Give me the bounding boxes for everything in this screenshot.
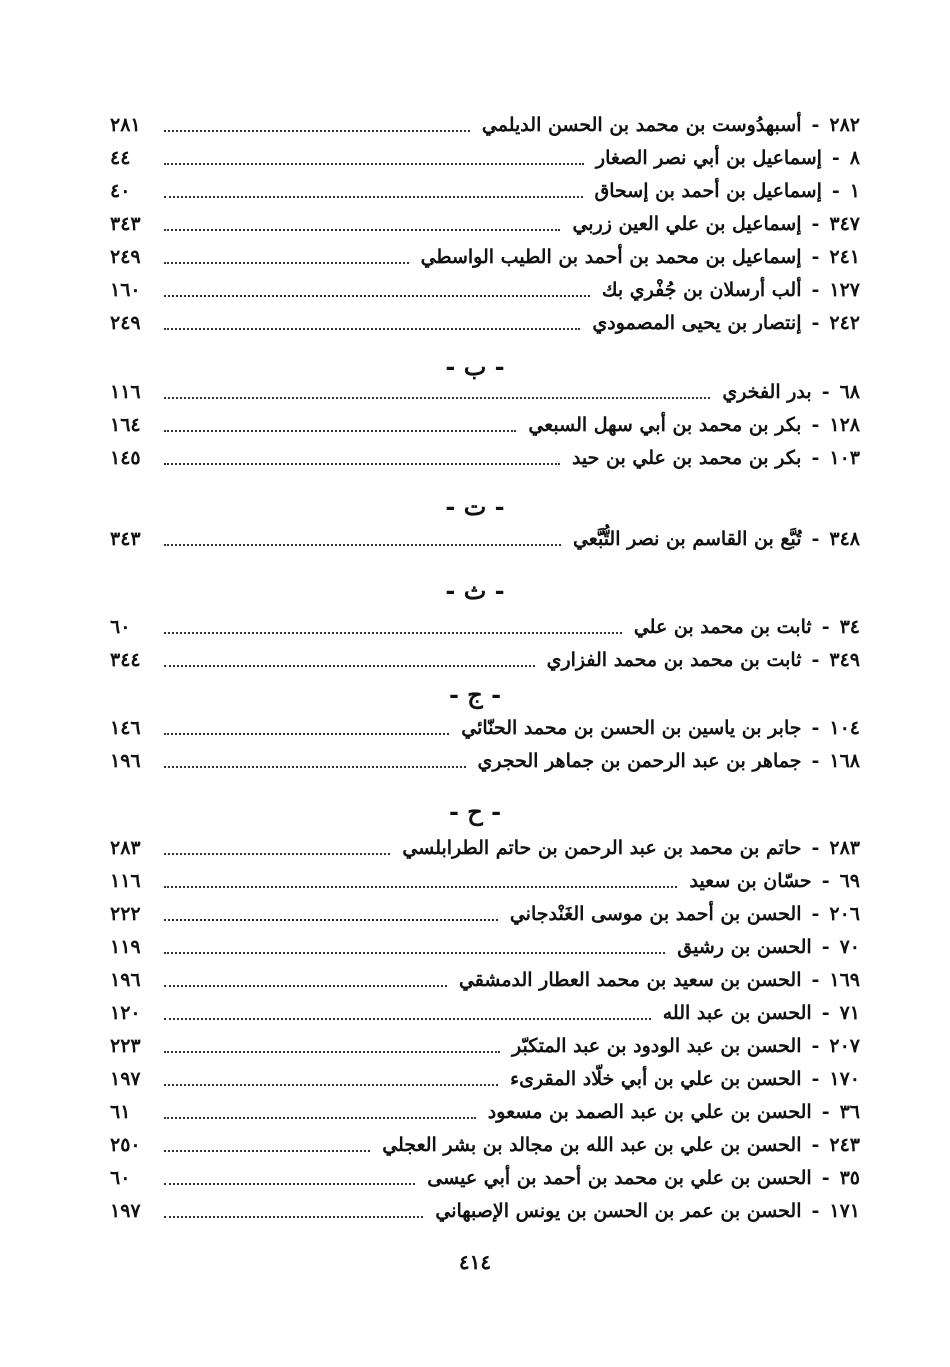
entry-dash: - (821, 936, 830, 958)
index-entry (110, 443, 860, 473)
entry-number: ٢٠٧ (829, 1035, 860, 1057)
entry-dash: - (811, 1134, 820, 1156)
entry-page: ١٩٦ (110, 969, 141, 991)
dot-leader (164, 1214, 423, 1218)
entry-name: الحسن بن عبد الودود بن عبد المتكبّر (511, 1035, 802, 1057)
entry-page: ٦٠ (110, 616, 131, 638)
entry-name: إسماعيل بن محمد بن أحمد بن الطيب الواسطي (420, 246, 802, 268)
dot-leader (164, 260, 409, 264)
entry-name: ثابت بن محمد بن محمد الفزاري (546, 649, 802, 671)
entry-dash: - (811, 649, 820, 671)
entry-number: ٢٤١ (829, 246, 860, 268)
entry-page: ٣٤٣ (110, 213, 141, 235)
entry-dash: - (811, 1068, 820, 1090)
dot-leader (164, 917, 498, 921)
entry-dash: - (821, 616, 830, 638)
entry-name: بدر الفخري (722, 381, 812, 403)
entry-dash: - (811, 279, 820, 301)
entry-dash: - (811, 114, 820, 136)
dot-leader (164, 731, 449, 735)
dot-leader (164, 326, 580, 330)
entry-name: تُبَّع بن القاسم بن نصر التُّبَّعي (572, 528, 802, 550)
entry-dash: - (811, 837, 820, 859)
entry-number: ١٧٠ (829, 1068, 860, 1090)
index-entry (110, 1031, 860, 1061)
entry-page: ٣٤٣ (110, 528, 141, 550)
entry-page: ٢٤٩ (110, 312, 141, 334)
index-entry (110, 746, 860, 776)
entry-dash: - (821, 381, 830, 403)
entry-dash: - (821, 1002, 830, 1024)
entry-number: ٣٦ (839, 1101, 860, 1123)
entry-dash: - (811, 1035, 820, 1057)
dot-leader (164, 630, 622, 634)
entry-name: الحسن بن علي بن عبد الله بن مجالد بن بشر العجلي (382, 1134, 802, 1156)
entry-name: الحسن بن أحمد بن موسى الغَنْدجاني (509, 903, 802, 925)
entry-number: ٢٨٢ (829, 114, 860, 136)
entry-name: ثابت بن محمد بن علي (633, 616, 812, 638)
index-entry (110, 1196, 860, 1226)
dot-leader (164, 884, 677, 888)
entry-page: ١٦٠ (110, 279, 141, 301)
dot-leader (164, 1049, 500, 1053)
entry-page: ١٤٦ (110, 717, 141, 739)
entry-dash: - (811, 969, 820, 991)
entry-number: ١٢٨ (829, 414, 860, 436)
entry-name: إسماعيل بن أحمد بن إسحاق (594, 180, 822, 202)
entry-page: ٢٥٠ (110, 1134, 141, 1156)
dot-leader (164, 764, 466, 768)
entry-number: ٢٤٣ (829, 1134, 860, 1156)
index-entry (110, 899, 860, 929)
index-entry (110, 833, 860, 863)
index-entry (110, 932, 860, 962)
entry-page: ٤٠ (110, 180, 131, 202)
entry-name: بكر بن محمد بن أبي سهل السبعي (528, 414, 802, 436)
dot-leader (164, 1181, 415, 1185)
dot-leader (164, 461, 560, 465)
entry-dash: - (811, 213, 820, 235)
entry-number: ١٧١ (829, 1200, 860, 1222)
entry-name: بكر بن محمد بن علي بن حيد (571, 447, 802, 469)
entry-dash: - (811, 414, 820, 436)
entry-name: إسماعيل بن علي العين زربي (572, 213, 802, 235)
entry-page: ٦٠ (110, 1167, 131, 1189)
entry-page: ١٢٠ (110, 1002, 141, 1024)
index-entry (110, 1097, 860, 1127)
entry-dash: - (831, 180, 840, 202)
index-entry (110, 524, 860, 554)
entry-dash: - (811, 447, 820, 469)
index-entry (110, 242, 860, 272)
entry-name: ألب أرسلان بن جُفْري بك (601, 279, 802, 301)
entry-name: حسّان بن سعيد (689, 870, 812, 892)
entry-dash: - (811, 903, 820, 925)
entry-dash: - (831, 147, 840, 169)
index-entry (110, 1163, 860, 1193)
dot-leader (164, 1082, 498, 1086)
index-entry (110, 377, 860, 407)
index-entry (110, 1064, 860, 1094)
entry-page: ١٩٦ (110, 750, 141, 772)
dot-leader (164, 663, 535, 667)
entry-page: ٤٤ (110, 147, 131, 169)
entry-number: ١٠٣ (829, 447, 860, 469)
index-entry (110, 410, 860, 440)
entry-number: ٧١ (839, 1002, 860, 1024)
entry-name: جابر بن ياسين بن الحسن بن محمد الحنّائي (461, 717, 802, 739)
entry-number: ٣٤ (839, 616, 860, 638)
dot-leader (164, 293, 590, 297)
dot-leader (164, 161, 584, 165)
entry-number: ٣٤٩ (829, 649, 860, 671)
dot-leader (164, 542, 561, 546)
entry-dash: - (821, 1101, 830, 1123)
entry-number: ٨ (849, 147, 860, 169)
entry-number: ٦٩ (839, 870, 860, 892)
entry-dash: - (811, 528, 820, 550)
entry-name: الحسن بن علي بن أبي خلّاد المقرىء (510, 1068, 802, 1090)
entry-number: ١٦٨ (829, 750, 860, 772)
entry-page: ١٤٥ (110, 447, 141, 469)
entry-number: ٢٠٦ (829, 903, 860, 925)
entry-dash: - (811, 717, 820, 739)
dot-leader (164, 1148, 370, 1152)
entry-page: ١١٩ (110, 936, 141, 958)
entry-dash: - (811, 1200, 820, 1222)
entry-number: ٣٤٨ (829, 528, 860, 550)
entry-dash: - (811, 750, 820, 772)
index-entry (110, 1130, 860, 1160)
entry-number: ١ (849, 180, 860, 202)
entry-dash: - (821, 870, 830, 892)
index-entry (110, 275, 860, 305)
letter-heading: - ح - (448, 797, 502, 826)
entry-page: ٢٨١ (110, 114, 141, 136)
index-entry (110, 866, 860, 896)
entry-dash: - (821, 1167, 830, 1189)
letter-heading: - ت - (445, 492, 505, 521)
index-entry (110, 143, 860, 173)
entry-name: إنتصار بن يحيى المصمودي (592, 312, 802, 334)
dot-leader (164, 194, 583, 198)
entry-name: حاتم بن محمد بن عبد الرحمن بن حاتم الطرابلسي (402, 837, 802, 859)
index-entry (110, 645, 860, 675)
entry-page: ١٩٧ (110, 1200, 141, 1222)
entry-dash: - (811, 246, 820, 268)
entry-name: أسبهدُوست بن محمد بن الحسن الديلمي (481, 114, 802, 136)
entry-page: ٢٤٩ (110, 246, 141, 268)
entry-page: ١٦٤ (110, 414, 141, 436)
dot-leader (164, 851, 390, 855)
dot-leader (164, 128, 470, 132)
dot-leader (164, 1016, 651, 1020)
entry-page: ٦١ (110, 1101, 131, 1123)
entry-page: ١٩٧ (110, 1068, 141, 1090)
entry-number: ٦٨ (839, 381, 860, 403)
entry-number: ١٢٧ (829, 279, 860, 301)
dot-leader (164, 1115, 476, 1119)
index-entry (110, 713, 860, 743)
entry-number: ١٠٤ (829, 717, 860, 739)
entry-page: ٢٢٢ (110, 903, 141, 925)
dot-leader (164, 395, 710, 399)
index-entry (110, 998, 860, 1028)
dot-leader (164, 950, 665, 954)
entry-name: الحسن بن رشيق (677, 936, 812, 958)
entry-number: ٧٠ (839, 936, 860, 958)
entry-name: جماهر بن عبد الرحمن بن جماهر الحجري (477, 750, 802, 772)
entry-page: ٣٤٤ (110, 649, 141, 671)
entry-page: ٢٨٣ (110, 837, 141, 859)
index-entry (110, 110, 860, 140)
entry-number: ٣٥ (839, 1167, 860, 1189)
entry-number: ٢٨٣ (829, 837, 860, 859)
entry-name: الحسن بن علي بن عبد الصمد بن مسعود (487, 1101, 812, 1123)
entry-number: ٣٤٧ (829, 213, 860, 235)
letter-heading: - ب - (445, 352, 505, 381)
letter-heading: - ج - (448, 680, 502, 709)
entry-name: الحسن بن سعيد بن محمد العطار الدمشقي (458, 969, 802, 991)
entry-number: ١٦٩ (829, 969, 860, 991)
dot-leader (164, 428, 516, 432)
entry-name: الحسن بن علي بن محمد بن أحمد بن أبي عيسى (427, 1167, 812, 1189)
entry-name: إسماعيل بن أبي نصر الصغار (595, 147, 822, 169)
index-entry (110, 308, 860, 338)
letter-heading: - ث - (445, 576, 505, 605)
entry-name: الحسن بن عمر بن الحسن بن يونس الإصبهاني (435, 1200, 802, 1222)
dot-leader (164, 227, 560, 231)
entry-page: ١١٦ (110, 381, 141, 403)
index-entry (110, 209, 860, 239)
page-number: ٤١٤ (458, 1250, 492, 1274)
index-entry (110, 612, 860, 642)
entry-page: ٢٢٣ (110, 1035, 141, 1057)
dot-leader (164, 983, 447, 987)
index-entry (110, 965, 860, 995)
index-entry (110, 176, 860, 206)
entry-number: ٢٤٢ (829, 312, 860, 334)
entry-dash: - (811, 312, 820, 334)
entry-page: ١١٦ (110, 870, 141, 892)
entry-name: الحسن بن عبد الله (662, 1002, 812, 1024)
